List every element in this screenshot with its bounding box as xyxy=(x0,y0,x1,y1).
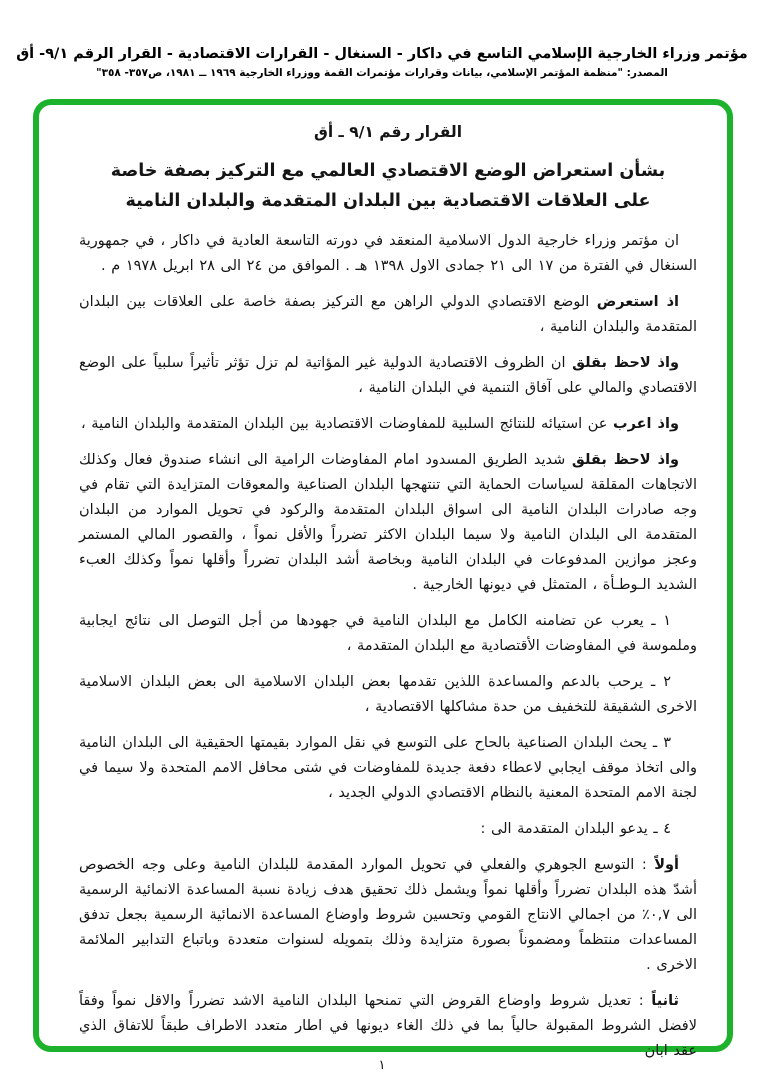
paragraph-lead: اذ استعرض xyxy=(596,294,679,310)
resolution-title xyxy=(79,156,697,216)
preamble-paragraph xyxy=(79,290,697,340)
clause-text: : تعديل شروط واوضاع القروض التي تمنحها البلدان النامية الاشد تضرراً والاقل نمواً وفقاً لافضل الشروط المقبولة حالياً بما في ذلك الغاء ديونها في اطار متعدد الاطراف طبقاً للاتفاق الذي عقد ابان xyxy=(79,993,697,1059)
paragraph-text: ان الظروف الاقتصادية الدولية غير المؤاتية لم تزل تؤثر تأثيراً سلبياً على الوضع الاقتصادي والمالي على آفاق التنمية في البلدان النامية ، xyxy=(79,355,697,396)
numbered-item-2 xyxy=(79,670,697,720)
header-citation-line: مؤتمر وزراء الخارجية الإسلامي التاسع في داكار - السنغال - القرارات الاقتصادية - القرار الرقم ٩/١- أق xyxy=(16,46,748,62)
page-number: ١ xyxy=(378,1058,386,1073)
item-text: ٣ ـ يحث البلدان الصناعية بالحاح على التوسع في نقل الموارد بقيمتها الحقيقية الى البلدان النامية والى اتخاذ موقف ايجابي لاعطاء دفعة جديدة للمفاوضات في شتى محافل الامم المتحدة ولا سيما في لجنة الامم المتحدة المعنية بالنظام الاقتصادي الدولي الجديد ، xyxy=(79,735,697,801)
clause-first xyxy=(79,853,697,978)
resolution-title-line1: بشأن استعراض الوضع الاقتصادي العالمي مع التركيز بصفة خاصة xyxy=(110,161,666,181)
preamble-paragraph xyxy=(79,412,697,437)
clause-second xyxy=(79,989,697,1064)
paragraph-text: عن استيائه للنتائج السلبية للمفاوضات الاقتصادية بين البلدان المتقدمة والبلدان النامية ، xyxy=(81,416,614,432)
paragraph-lead: واذ لاحظ بقلق xyxy=(571,452,679,468)
resolution-body xyxy=(79,229,697,1064)
item-text: ٢ ـ يرحب بالدعم والمساعدة اللذين تقدمها بعض البلدان الاسلامية الى بعض البلدان الاسلامية الاخرى الشقيقة للتخفيف من حدة مشاكلها الاقتصادية ، xyxy=(79,674,697,715)
paragraph-text: ان مؤتمر وزراء خارجية الدول الاسلامية المنعقد في دورته التاسعة العادية في داكار ، في جمهورية السنغال في الفترة من ١٧ الى ٢١ جمادى الاول ١٣٩٨ هـ . الموافق من ٢٤ الى ٢٨ ابريل ١٩٧٨ م . xyxy=(79,233,697,274)
numbered-item-4 xyxy=(79,817,697,842)
numbered-item-1 xyxy=(79,609,697,659)
paragraph-text: الوضع الاقتصادي الدولي الراهن مع التركيز بصفة خاصة على العلاقات بين البلدان المتقدمة والبلدان النامية ، xyxy=(79,294,697,335)
preamble-paragraph xyxy=(79,448,697,598)
numbered-item-3 xyxy=(79,731,697,806)
resolution-number: القرار رقم ٩/١ ـ أق xyxy=(313,123,463,141)
paragraph-text: شديد الطريق المسدود امام المفاوضات الرامية الى انشاء صندوق فعال وكذلك الاتجاهات المقلقة لسياسات الحماية التي تنتهجها البلدان الصناعية والمعوقات المتزايدة التي تقام في وجه صادرات البلدان النامية الى اسواق البلدان المتقدمة والركود في تحويل الموارد من البلدان المتقدمة الى البلدان النامية ولا سيما البلدان الاكثر تضرراً والأقل نمواً ، والقصور المالي المستمر وعجز موازين المدفوعات في البلدان النامية وبخاصة أشد البلدان تضرراً وأقلها نمواً وكذلك العبء الشديد الـوطـأة ، المتمثل في ديونها الخارجية . xyxy=(79,452,697,593)
resolution-title-line2: على العلاقات الاقتصادية بين البلدان المتقدمة والبلدان النامية xyxy=(125,191,651,211)
preamble-paragraph xyxy=(79,351,697,401)
clause-text: : التوسع الجوهري والفعلي في تحويل الموارد المقدمة للبلدان النامية وعلى وجه الخصوص أشدّ هذه البلدان تضرراً وأقلها نمواً ويشمل ذلك تحقيق هدف زيادة نسبة المساعدة الانمائية الرسمية الى ٠,٧٪ من اجمالي الانتاج القومي وتحسين شروط واوضاع المساعدة الانمائية الرسمية بجعل تدفق المساعدات منتظماً ومضموناً بصورة متزايدة وذلك بتمويله لسنوات متعددة وباتباع التدابير الملائمة الاخرى . xyxy=(79,857,697,973)
paragraph-lead: واذ لاحظ بقلق xyxy=(572,355,679,371)
clause-lead: ثانياً xyxy=(651,993,679,1009)
header-source-line: المصدر: "منظمة المؤتمر الإسلامي، بيانات وقرارات مؤتمرات القمة ووزراء الخارجية ١٩٦٩ ــ ١٩٨١، ص٣٥٧- ٣٥٨" xyxy=(96,67,668,79)
clause-lead: أولاً xyxy=(654,857,679,873)
item-text: ٤ ـ يدعو البلدان المتقدمة الى : xyxy=(480,821,671,837)
paragraph-lead: واذ اعرب xyxy=(613,416,679,432)
item-text: ١ ـ يعرب عن تضامنه الكامل مع البلدان النامية في جهودها من أجل التوصل الى نتائج ايجابية وملموسة في المفاوضات الأقتصادية مع البلدان المتقدمة ، xyxy=(79,613,697,654)
preamble-paragraph xyxy=(79,229,697,279)
green-border-frame xyxy=(33,99,733,1059)
document-header xyxy=(0,46,764,79)
